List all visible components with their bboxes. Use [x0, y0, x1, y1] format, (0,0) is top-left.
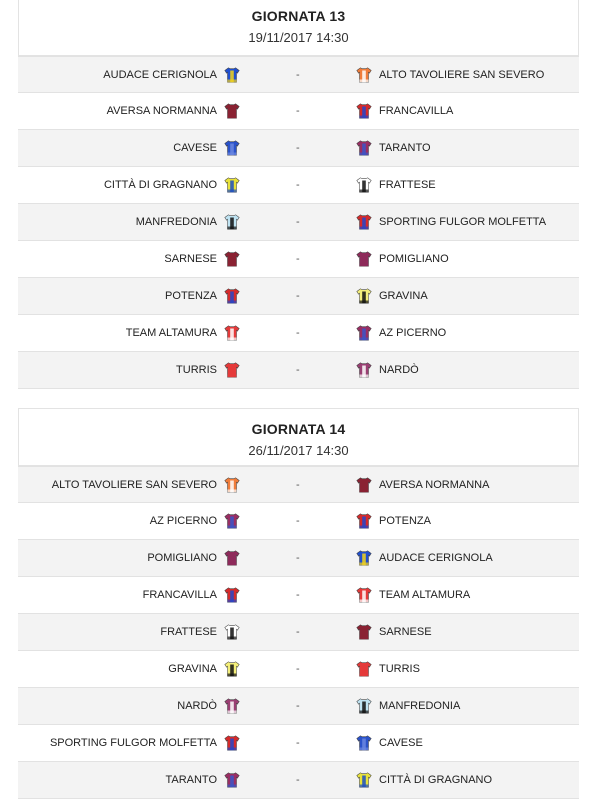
away-shirt-icon: [355, 476, 373, 494]
match-row[interactable]: [18, 315, 579, 352]
away-shirt-icon: [355, 361, 373, 379]
home-shirt-icon: [223, 697, 241, 715]
away-shirt-icon: [355, 586, 373, 604]
home-shirt-icon: [223, 102, 241, 120]
home-shirt-icon: [223, 102, 241, 120]
away-shirt-icon: [355, 549, 373, 567]
home-shirt-icon: [223, 361, 241, 379]
home-shirt-icon: [223, 139, 241, 157]
home-team-name: POTENZA: [165, 290, 217, 302]
away-shirt-icon: [355, 213, 373, 231]
match-row[interactable]: [18, 56, 579, 93]
home-team-name: FRATTESE: [160, 626, 217, 638]
away-team-name: MANFREDONIA: [379, 700, 461, 712]
home-team-name: CAVESE: [173, 142, 217, 154]
home-team-name: TURRIS: [176, 364, 217, 376]
home-team-name: NARDÒ: [177, 700, 217, 712]
match-list: [18, 56, 579, 389]
match-score: -: [296, 105, 300, 117]
home-shirt-icon: [223, 176, 241, 194]
home-shirt-icon: [223, 361, 241, 379]
match-row[interactable]: [18, 614, 579, 651]
away-team-name: TURRIS: [379, 663, 420, 675]
match-row[interactable]: [18, 688, 579, 725]
match-score: -: [296, 515, 300, 527]
away-team-name: GRAVINA: [379, 290, 428, 302]
match-score: -: [296, 700, 300, 712]
match-row[interactable]: [18, 93, 579, 130]
match-row[interactable]: [18, 352, 579, 389]
away-shirt-icon: [355, 771, 373, 789]
home-team-name: SARNESE: [164, 253, 217, 265]
home-shirt-icon: [223, 512, 241, 530]
home-team-name: SPORTING FULGOR MOLFETTA: [49, 737, 217, 749]
home-team-name: POMIGLIANO: [147, 552, 217, 564]
match-row[interactable]: [18, 167, 579, 204]
away-shirt-icon: [355, 324, 373, 342]
home-team-name: AVERSA NORMANNA: [106, 105, 217, 117]
away-shirt-icon: [355, 139, 373, 157]
home-shirt-icon: [223, 213, 241, 231]
match-score: -: [296, 364, 300, 376]
away-shirt-icon: [355, 734, 373, 752]
home-shirt-icon: [223, 250, 241, 268]
away-shirt-icon: [355, 361, 373, 379]
away-shirt-icon: [355, 139, 373, 157]
round-title: GIORNATA 14: [251, 421, 346, 437]
home-shirt-icon: [223, 66, 241, 84]
match-row[interactable]: [18, 503, 579, 540]
home-shirt-icon: [223, 476, 241, 494]
home-shirt-icon: [223, 549, 241, 567]
home-shirt-icon: [223, 586, 241, 604]
away-team-name: POMIGLIANO: [379, 253, 449, 265]
home-shirt-icon: [223, 324, 241, 342]
match-score: -: [296, 737, 300, 749]
away-shirt-icon: [355, 549, 373, 567]
home-shirt-icon: [223, 660, 241, 678]
home-team-name: MANFREDONIA: [135, 216, 217, 228]
away-team-name: AZ PICERNO: [379, 327, 447, 339]
match-row[interactable]: [18, 466, 579, 503]
home-shirt-icon: [223, 734, 241, 752]
match-score: -: [296, 69, 300, 81]
home-shirt-icon: [223, 139, 241, 157]
home-team-name: TEAM ALTAMURA: [125, 327, 217, 339]
round-14-block: [18, 408, 579, 799]
home-shirt-icon: [223, 512, 241, 530]
match-row[interactable]: [18, 540, 579, 577]
away-shirt-icon: [355, 250, 373, 268]
match-row[interactable]: [18, 762, 579, 799]
away-shirt-icon: [355, 771, 373, 789]
home-shirt-icon: [223, 771, 241, 789]
round-header: [18, 0, 579, 56]
away-shirt-icon: [355, 476, 373, 494]
home-shirt-icon: [223, 771, 241, 789]
home-shirt-icon: [223, 213, 241, 231]
home-shirt-icon: [223, 176, 241, 194]
home-team-name: CITTÀ DI GRAGNANO: [103, 179, 217, 191]
away-team-name: TARANTO: [379, 142, 431, 154]
away-shirt-icon: [355, 213, 373, 231]
away-team-name: FRANCAVILLA: [379, 105, 454, 117]
home-shirt-icon: [223, 287, 241, 305]
home-shirt-icon: [223, 476, 241, 494]
home-shirt-icon: [223, 734, 241, 752]
home-shirt-icon: [223, 250, 241, 268]
home-shirt-icon: [223, 287, 241, 305]
home-shirt-icon: [223, 586, 241, 604]
away-shirt-icon: [355, 660, 373, 678]
away-shirt-icon: [355, 734, 373, 752]
round-13-block: [18, 0, 579, 389]
away-shirt-icon: [355, 102, 373, 120]
home-team-name: ALTO TAVOLIERE SAN SEVERO: [51, 479, 217, 491]
away-shirt-icon: [355, 660, 373, 678]
match-row[interactable]: [18, 241, 579, 278]
match-score: -: [296, 142, 300, 154]
home-shirt-icon: [223, 623, 241, 641]
home-shirt-icon: [223, 660, 241, 678]
home-shirt-icon: [223, 66, 241, 84]
away-team-name: NARDÒ: [379, 364, 419, 376]
round-date: 19/11/2017 14:30: [248, 30, 349, 45]
home-team-name: AUDACE CERIGNOLA: [103, 69, 217, 81]
match-score: -: [296, 589, 300, 601]
away-team-name: POTENZA: [379, 515, 431, 527]
match-score: -: [296, 774, 300, 786]
match-row[interactable]: [18, 651, 579, 688]
home-team-name: FRANCAVILLA: [142, 589, 217, 601]
away-shirt-icon: [355, 102, 373, 120]
away-team-name: SARNESE: [379, 626, 432, 638]
away-shirt-icon: [355, 623, 373, 641]
away-shirt-icon: [355, 623, 373, 641]
away-team-name: FRATTESE: [379, 179, 436, 191]
away-team-name: AUDACE CERIGNOLA: [379, 552, 493, 564]
match-score: -: [296, 479, 300, 491]
match-score: -: [296, 663, 300, 675]
match-score: -: [296, 327, 300, 339]
home-team-name: TARANTO: [165, 774, 217, 786]
away-team-name: CITTÀ DI GRAGNANO: [379, 774, 493, 786]
away-shirt-icon: [355, 66, 373, 84]
match-row[interactable]: [18, 577, 579, 614]
match-row[interactable]: [18, 204, 579, 241]
away-shirt-icon: [355, 176, 373, 194]
round-title: GIORNATA 13: [251, 8, 346, 24]
away-shirt-icon: [355, 287, 373, 305]
away-team-name: ALTO TAVOLIERE SAN SEVERO: [379, 69, 545, 81]
away-shirt-icon: [355, 512, 373, 530]
match-score: -: [296, 179, 300, 191]
away-shirt-icon: [355, 324, 373, 342]
round-header: [18, 408, 579, 466]
home-shirt-icon: [223, 549, 241, 567]
match-score: -: [296, 626, 300, 638]
away-shirt-icon: [355, 176, 373, 194]
match-row[interactable]: [18, 725, 579, 762]
away-team-name: SPORTING FULGOR MOLFETTA: [379, 216, 547, 228]
away-shirt-icon: [355, 66, 373, 84]
away-shirt-icon: [355, 586, 373, 604]
match-score: -: [296, 253, 300, 265]
match-row[interactable]: [18, 130, 579, 167]
away-team-name: TEAM ALTAMURA: [379, 589, 471, 601]
match-list: [18, 466, 579, 799]
match-row[interactable]: [18, 278, 579, 315]
match-score: -: [296, 552, 300, 564]
away-shirt-icon: [355, 287, 373, 305]
home-team-name: GRAVINA: [168, 663, 217, 675]
home-shirt-icon: [223, 697, 241, 715]
home-team-name: AZ PICERNO: [149, 515, 217, 527]
away-shirt-icon: [355, 697, 373, 715]
match-score: -: [296, 216, 300, 228]
away-shirt-icon: [355, 697, 373, 715]
match-score: -: [296, 290, 300, 302]
home-shirt-icon: [223, 623, 241, 641]
home-shirt-icon: [223, 324, 241, 342]
away-shirt-icon: [355, 512, 373, 530]
round-date: 26/11/2017 14:30: [248, 443, 349, 458]
away-shirt-icon: [355, 250, 373, 268]
away-team-name: AVERSA NORMANNA: [379, 479, 490, 491]
away-team-name: CAVESE: [379, 737, 423, 749]
